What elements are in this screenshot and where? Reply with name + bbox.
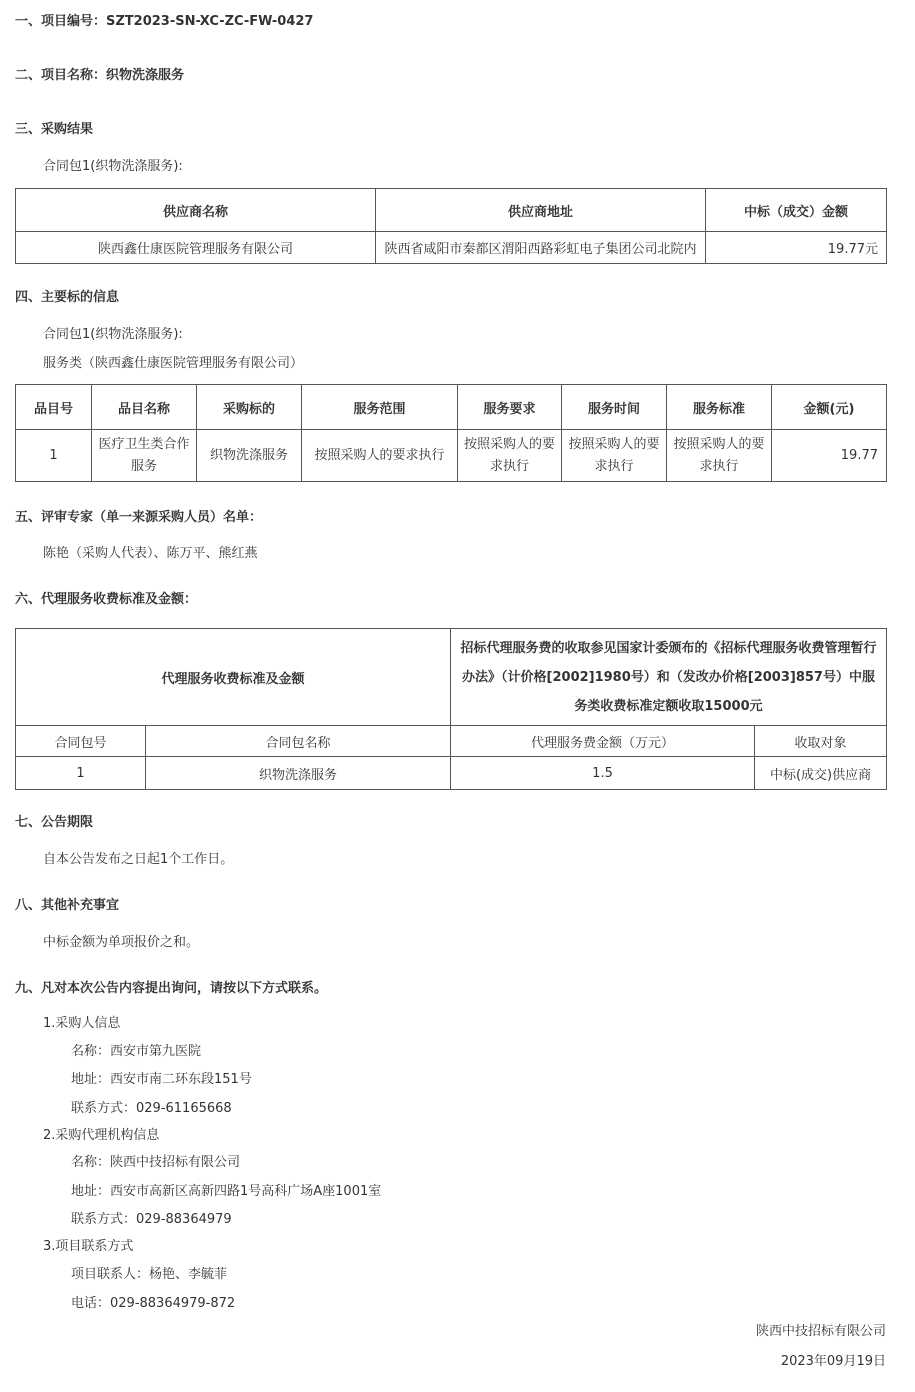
agency-fee-table: [15, 628, 887, 790]
purchaser-info-heading: 1.采购人信息: [43, 1016, 121, 1031]
award-amount: 19.77元: [706, 232, 887, 264]
fee-payer: 中标(成交)供应商: [755, 757, 887, 790]
col-header: 合同包号: [16, 726, 146, 757]
section-3-package: 合同包1(织物洗涤服务):: [43, 159, 183, 174]
project-name: 二、项目名称：织物洗涤服务: [15, 68, 185, 83]
agency-fee-amount: 1.5: [451, 757, 755, 790]
fee-standard-description: 招标代理服务费的收取参见国家计委颁布的《招标代理服务收费管理暂行办法》（计价格[2002]1980号）和（发改办价格[2003]857号）中服务类收费标准定额收取15000元: [451, 629, 887, 726]
col-header: 品目名称: [92, 385, 197, 430]
subject-info-table: [15, 384, 887, 482]
procurement-result-table: [15, 188, 887, 264]
col-header: 合同包名称: [146, 726, 451, 757]
purchaser-phone: 联系方式：029-61165668: [71, 1101, 232, 1116]
package-name: 织物洗涤服务: [146, 757, 451, 790]
notice-period: 自本公告发布之日起1个工作日。: [43, 852, 234, 867]
col-header: 服务要求: [458, 385, 562, 430]
project-contact-heading: 3.项目联系方式: [43, 1239, 134, 1254]
service-requirement: 按照采购人的要求执行: [458, 430, 562, 482]
section-4-package: 合同包1(织物洗涤服务):: [43, 327, 183, 342]
section-6-title: 六、代理服务收费标准及金额：: [15, 592, 198, 607]
supplementary-note: 中标金额为单项报价之和。: [43, 935, 200, 950]
procurement-subject: 织物洗涤服务: [197, 430, 302, 482]
col-header: 服务标准: [667, 385, 772, 430]
fee-standard-label: 代理服务收费标准及金额: [16, 629, 451, 726]
purchaser-name: 名称：西安市第九医院: [71, 1044, 202, 1059]
project-number: 一、项目编号：SZT2023-SN-XC-ZC-FW-0427: [15, 14, 314, 29]
project-contact-person: 项目联系人：杨艳、李毓菲: [71, 1267, 228, 1282]
footer-date: 2023年09月19日: [780, 1354, 886, 1369]
section-5-title: 五、评审专家（单一来源采购人员）名单：: [15, 510, 263, 525]
amount: 19.77: [772, 430, 887, 482]
package-number: 1: [16, 757, 146, 790]
service-time: 按照采购人的要求执行: [562, 430, 667, 482]
col-header: 金额(元): [772, 385, 887, 430]
footer-organization: 陕西中技招标有限公司: [755, 1324, 886, 1339]
supplier-address: 陕西省咸阳市秦都区渭阳西路彩虹电子集团公司北院内: [376, 232, 706, 264]
col-header: 品目号: [16, 385, 92, 430]
agency-info-heading: 2.采购代理机构信息: [43, 1128, 160, 1143]
col-header: 服务范围: [302, 385, 458, 430]
section-4-title: 四、主要标的信息: [15, 290, 120, 305]
col-header: 收取对象: [755, 726, 887, 757]
col-header: 供应商地址: [376, 189, 706, 232]
expert-names: 陈艳（采购人代表）、陈万平、熊红燕: [43, 546, 258, 561]
section-9-title: 九、凡对本次公告内容提出询问，请按以下方式联系。: [15, 981, 328, 996]
item-name: 医疗卫生类合作服务: [92, 430, 197, 482]
purchaser-address: 地址：西安市南二环东段151号: [71, 1072, 252, 1087]
agency-phone: 联系方式：029-88364979: [71, 1212, 232, 1227]
service-standard: 按照采购人的要求执行: [667, 430, 772, 482]
agency-address: 地址：西安市高新区高新四路1号高科广场A座1001室: [71, 1184, 382, 1199]
project-contact-phone: 电话：029-88364979-872: [71, 1296, 236, 1311]
item-number: 1: [16, 430, 92, 482]
col-header: 服务时间: [562, 385, 667, 430]
section-4-category: 服务类（陕西鑫仕康医院管理服务有限公司）: [43, 356, 304, 371]
table-row: [16, 232, 887, 264]
section-8-title: 八、其他补充事宜: [15, 898, 120, 913]
section-3-title: 三、采购结果: [15, 122, 94, 137]
table-row: [16, 430, 887, 482]
supplier-name: 陕西鑫仕康医院管理服务有限公司: [16, 232, 376, 264]
table-row: [16, 757, 887, 790]
col-header: 采购标的: [197, 385, 302, 430]
service-scope: 按照采购人的要求执行: [302, 430, 458, 482]
col-header: 供应商名称: [16, 189, 376, 232]
agency-name: 名称：陕西中技招标有限公司: [71, 1155, 241, 1170]
col-header: 中标（成交）金额: [706, 189, 887, 232]
section-7-title: 七、公告期限: [15, 815, 94, 830]
col-header: 代理服务费金额（万元）: [451, 726, 755, 757]
